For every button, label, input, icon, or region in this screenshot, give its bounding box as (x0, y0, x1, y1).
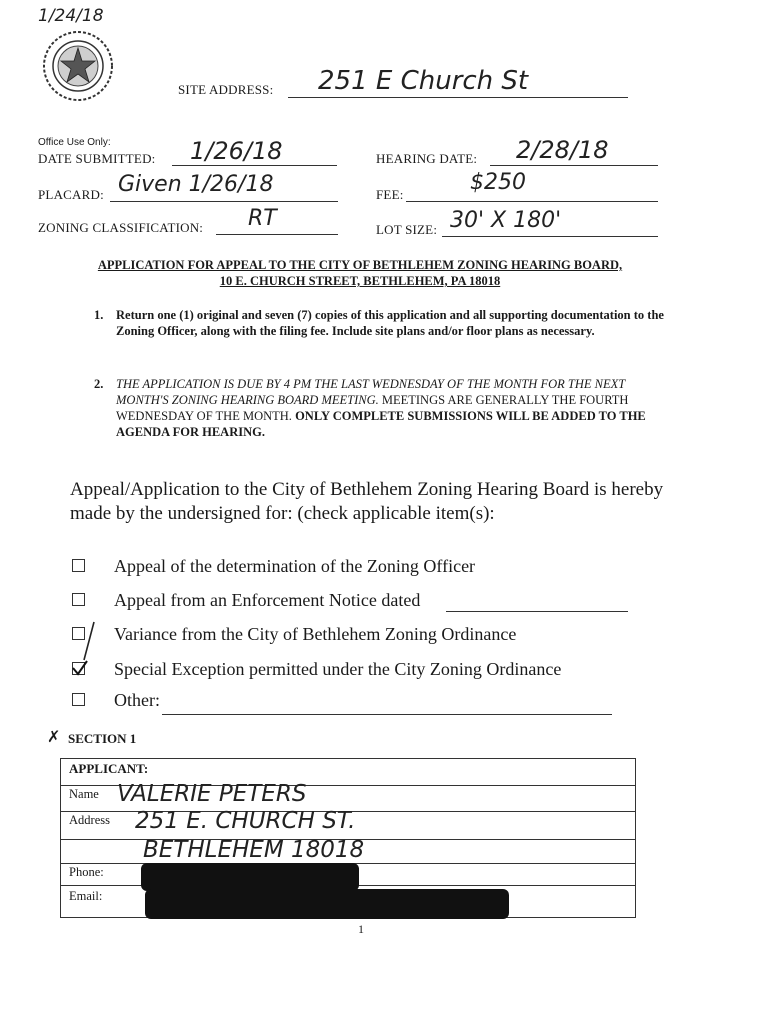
phone-label: Phone: (69, 865, 104, 879)
page-number: 1 (358, 922, 364, 936)
hearing-date-value: 2/28/18 (516, 136, 609, 164)
lot-size-line (442, 236, 658, 237)
instruction-2-italic: THE APPLICATION IS DUE BY 4 PM THE LAST WEDNESDAY OF THE MONTH FOR THE NEXT MONTH'S ZONING HEARING BOARD MEETING. (116, 377, 625, 407)
option-other-label: Other: (114, 690, 160, 710)
hearing-date-label: HEARING DATE: (376, 151, 478, 166)
applicant-name-value[interactable]: VALERIE PETERS (117, 781, 307, 807)
hearing-date-line (490, 165, 658, 166)
option-variance-label: Variance from the City of Bethlehem Zoning Ordinance (114, 624, 517, 644)
email-label: Email: (69, 889, 103, 903)
pen-stroke-icon (78, 620, 98, 664)
option-enforcement-notice-label: Appeal from an Enforcement Notice dated (114, 590, 421, 610)
option-appeal-determination-label: Appeal of the determination of the Zoning Officer (114, 556, 476, 576)
other-line (162, 714, 612, 715)
enforcement-date-line (446, 611, 628, 612)
form-title-line1: APPLICATION FOR APPEAL TO THE CITY OF BETHLEHEM ZONING HEARING BOARD, (97, 258, 623, 272)
office-use-label: Office Use Only: (38, 137, 111, 148)
placard-value: Given 1/26/18 (118, 172, 274, 197)
instruction-2 (94, 376, 646, 440)
instruction-1 (94, 307, 664, 339)
placard-line (110, 201, 338, 202)
option-special-exception-label: Special Exception permitted under the City Zoning Ordinance (114, 659, 562, 679)
applicant-label: APPLICANT: (69, 761, 149, 776)
instruction-1-text: Return one (1) original and seven (7) copies of this application and all supporting documentation to the Zoning Officer, along with the filing fee. Include site plans and/or floor plans as necessary. (116, 308, 664, 338)
address-label: Address (69, 813, 110, 827)
date-submitted-label: DATE SUBMITTED: (38, 151, 156, 166)
applicant-address-line2[interactable]: BETHLEHEM 18018 (143, 837, 365, 863)
name-label: Name (69, 787, 99, 801)
form-title (40, 257, 680, 289)
section-marker-icon: ✗ (47, 729, 61, 746)
instruction-2-number: 2. (94, 377, 104, 391)
instruction-2-bold: ONLY COMPLETE SUBMISSIONS WILL BE ADDED TO THE AGENDA FOR HEARING. (116, 409, 646, 439)
zoning-classification-line (216, 234, 338, 235)
zoning-classification-label: ZONING CLASSIFICATION: (38, 220, 204, 235)
instruction-2-normal: MEETINGS ARE GENERALLY THE FOURTH WEDNESDAY OF THE MONTH. (116, 393, 629, 423)
checkbox-other[interactable] (72, 693, 85, 706)
checkbox-enforcement-notice[interactable] (72, 593, 85, 606)
fee-value: $250 (470, 170, 526, 195)
instruction-1-number: 1. (94, 308, 104, 322)
lot-size-value: 30' X 180' (450, 208, 562, 233)
section-label: SECTION 1 (68, 731, 137, 746)
checkmark-icon (71, 659, 89, 677)
date-submitted-line (172, 165, 337, 166)
city-seal-icon (42, 30, 114, 102)
lot-size-label: LOT SIZE: (376, 222, 438, 237)
appeal-heading: Appeal/Application to the City of Bethlehem Zoning Hearing Board is hereby made by the undersigned for: (check applicable item(s): (70, 479, 664, 524)
redacted-email (145, 889, 509, 919)
applicant-address-line1[interactable]: 251 E. CHURCH ST. (135, 808, 356, 834)
site-address-value: 251 E Church St (318, 66, 529, 96)
checkbox-appeal-determination[interactable] (72, 559, 85, 572)
date-submitted-value: 1/26/18 (190, 137, 283, 165)
site-address-label: SITE ADDRESS: (178, 82, 274, 97)
site-address-line (288, 97, 628, 98)
fee-label: FEE: (376, 187, 404, 202)
redacted-phone (141, 863, 359, 891)
applicant-table (60, 758, 636, 918)
fee-line (406, 201, 658, 202)
zoning-classification-value: RT (248, 206, 277, 231)
corner-date: 1/24/18 (38, 6, 104, 26)
placard-label: PLACARD: (38, 187, 104, 202)
form-title-line2: 10 E. CHURCH STREET, BETHLEHEM, PA 18018 (219, 274, 501, 288)
